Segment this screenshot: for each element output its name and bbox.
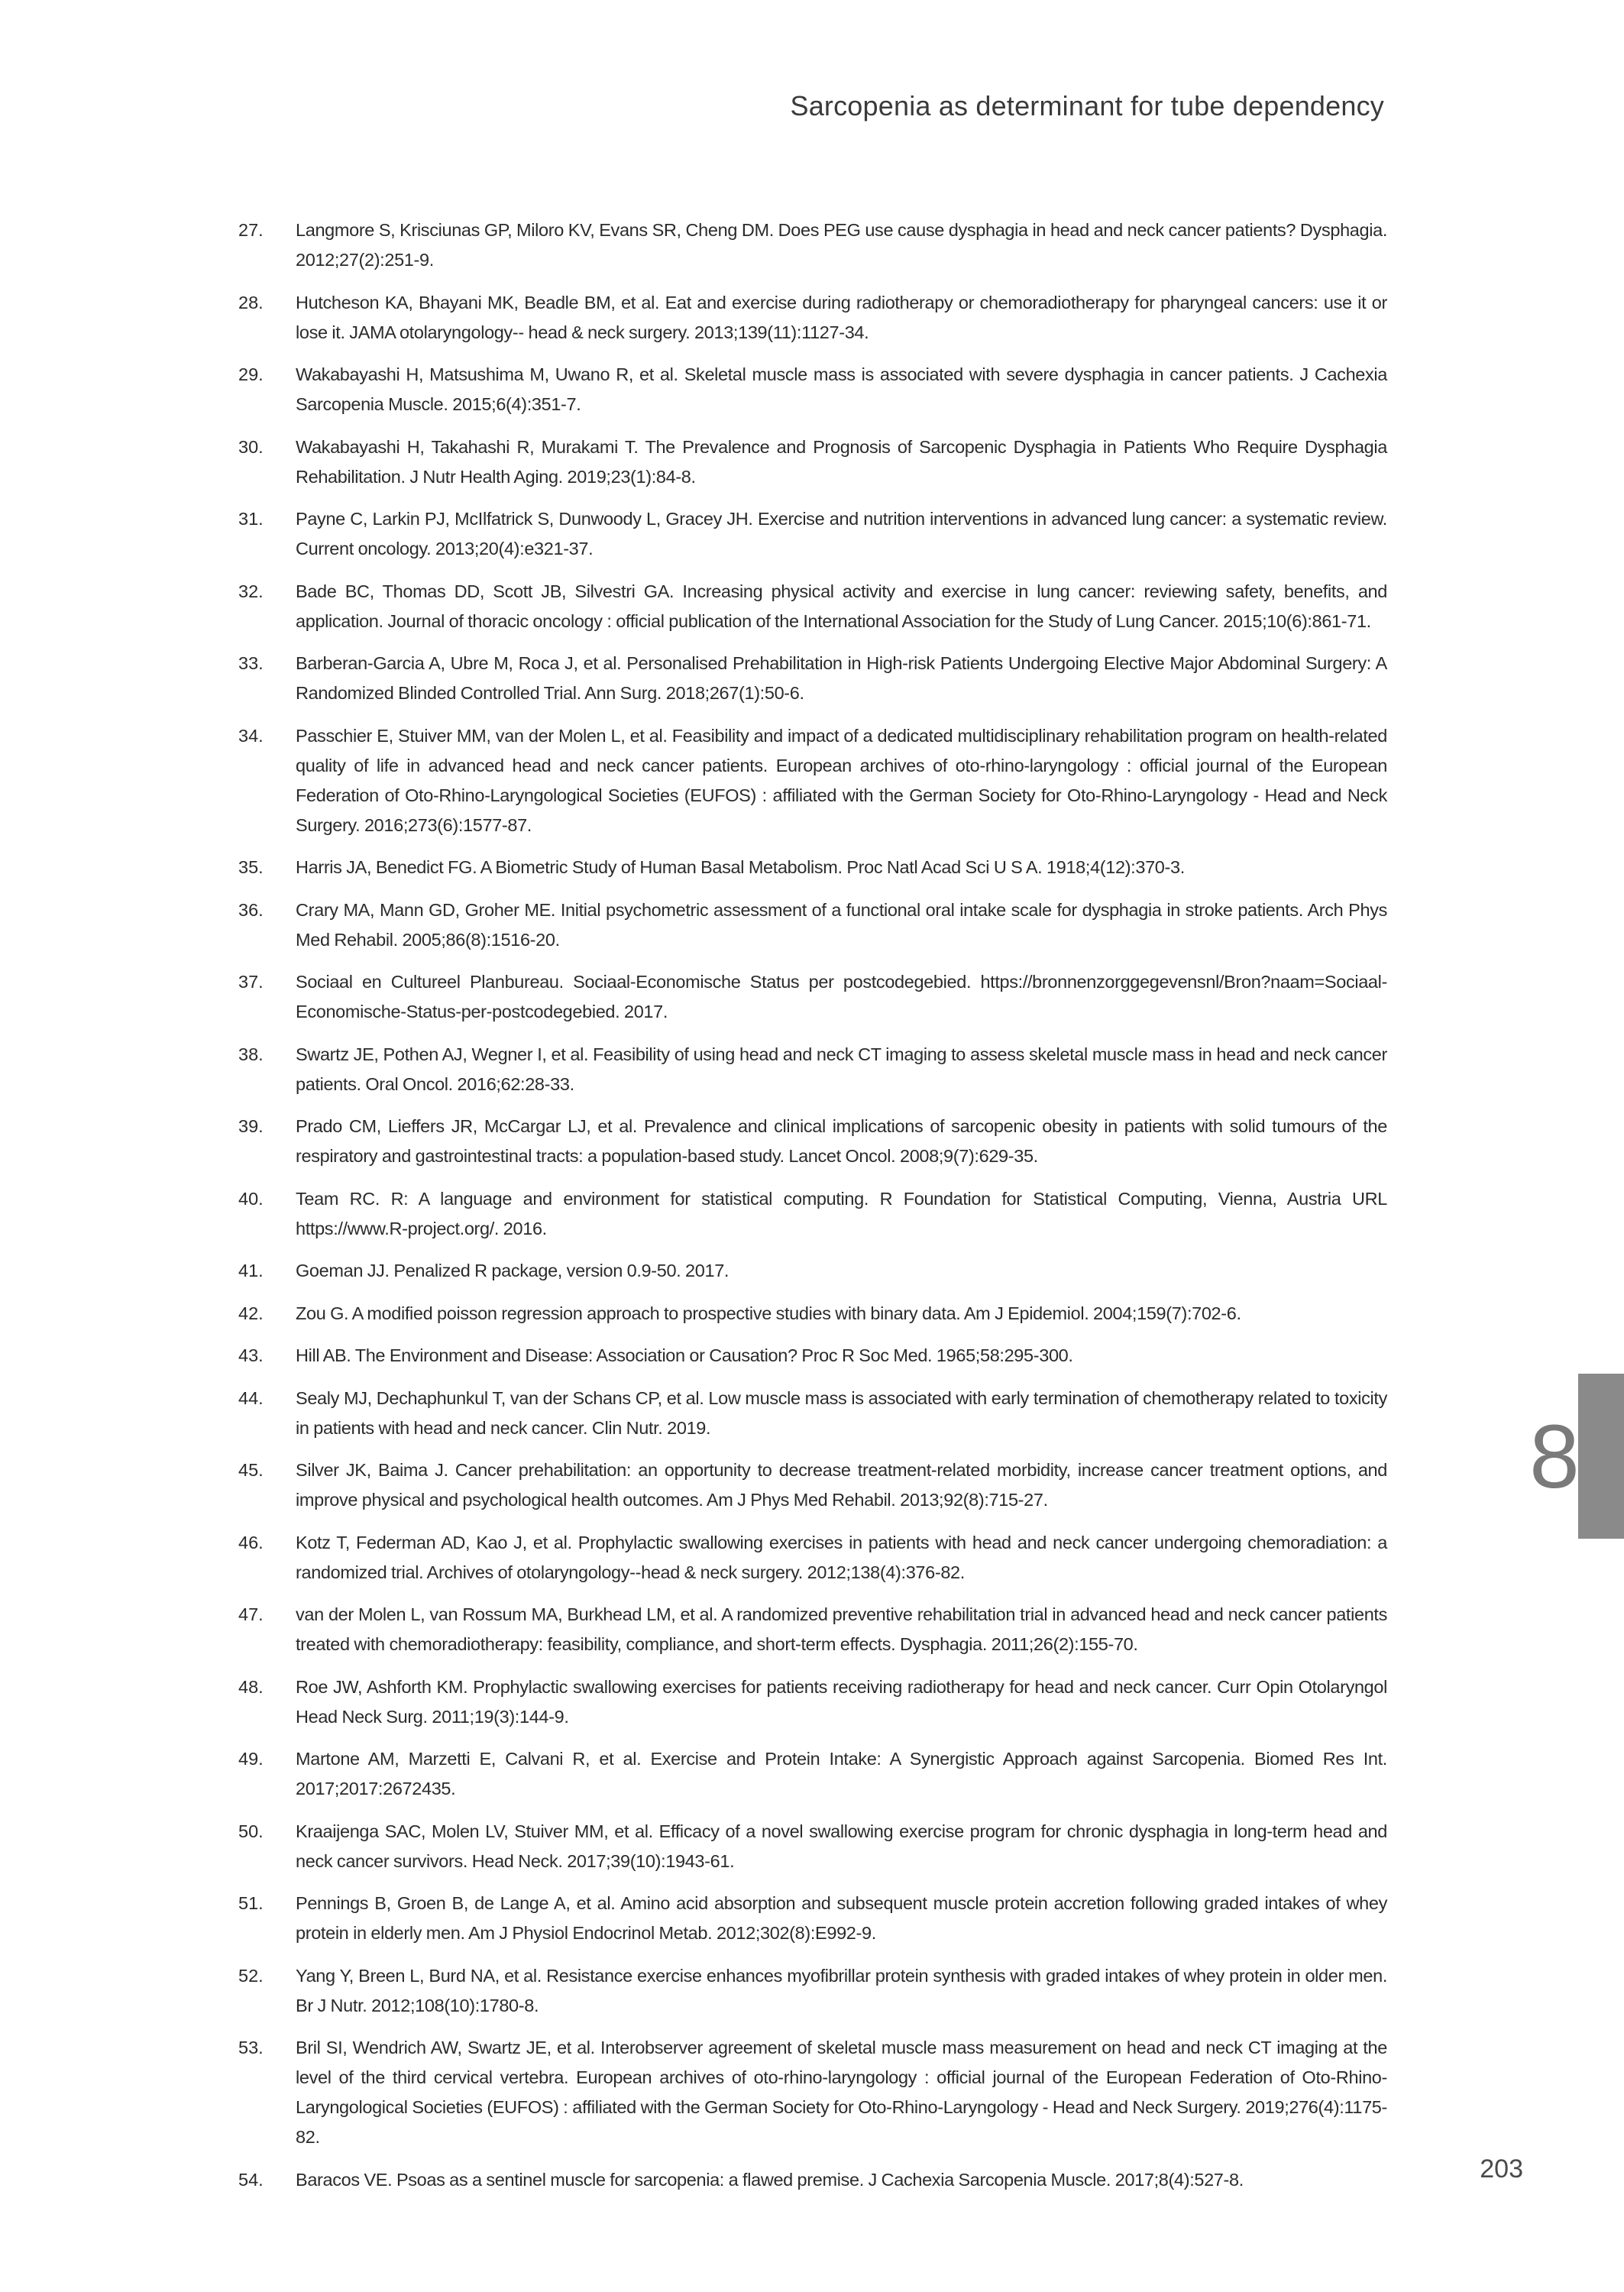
reference-number: 51. xyxy=(238,1893,264,1913)
reference-text: Harris JA, Benedict FG. A Biometric Study of Human Basal Metabolism. Proc Natl Acad Sci U S A. 1918;4(12):370-3. xyxy=(296,857,1185,877)
reference-number: 32. xyxy=(238,581,264,601)
reference-item xyxy=(238,1672,1387,1732)
reference-text: Hutcheson KA, Bhayani MK, Beadle BM, et al. Eat and exercise during radiotherapy or chemoradiotherapy for pharyngeal cancers: use it or lose it. JAMA otolaryngology-- head & neck surgery. 2013;139(11):1127-34. xyxy=(296,292,1387,342)
reference-text: Team RC. R: A language and environment for statistical computing. R Foundation for Statistical Computing, Vienna, Austria URL https://www.R-project.org/. 2016. xyxy=(296,1188,1387,1238)
reference-number: 38. xyxy=(238,1044,264,1064)
reference-text: Pennings B, Groen B, de Lange A, et al. Amino acid absorption and subsequent muscle protein accretion following graded intakes of whey protein in elderly men. Am J Physiol Endocrinol Metab. 2012;302(8):E992-9. xyxy=(296,1893,1387,1943)
reference-number: 49. xyxy=(238,1749,264,1769)
reference-item xyxy=(238,1040,1387,1099)
reference-item xyxy=(238,1817,1387,1876)
reference-number: 36. xyxy=(238,899,264,920)
reference-item xyxy=(238,1744,1387,1804)
reference-text: van der Molen L, van Rossum MA, Burkhead LM, et al. A randomized preventive rehabilitation trial in advanced head and neck cancer patients treated with chemoradiotherapy: feasibility, compliance, and short-term effects. Dysphagia. 2011;26(2):155-70. xyxy=(296,1604,1387,1654)
reference-number: 54. xyxy=(238,2169,264,2190)
reference-number: 46. xyxy=(238,1532,264,1552)
reference-text: Baracos VE. Psoas as a sentinel muscle for sarcopenia: a flawed premise. J Cachexia Sarcopenia Muscle. 2017;8(4):527-8. xyxy=(296,2169,1244,2190)
reference-number: 44. xyxy=(238,1387,264,1408)
reference-item xyxy=(238,1455,1387,1515)
reference-item xyxy=(238,649,1387,708)
chapter-number: 8 xyxy=(1529,1407,1580,1507)
reference-text: Swartz JE, Pothen AJ, Wegner I, et al. Feasibility of using head and neck CT imaging to assess skeletal muscle mass in head and neck cancer patients. Oral Oncol. 2016;62:28-33. xyxy=(296,1044,1387,1094)
reference-text: Passchier E, Stuiver MM, van der Molen L, et al. Feasibility and impact of a dedicated multidisciplinary rehabilitation program on health-related quality of life in advanced head and neck cancer patients. European archives of oto-rhino-laryngology : official journal of the European Federation of Oto-Rhino-Laryngological Societies (EUFOS) : affiliated with the German Society for Oto-Rhino-Laryngology - Head and Neck Surgery. 2016;273(6):1577-87. xyxy=(296,725,1387,835)
page-number: 203 xyxy=(1480,2154,1523,2184)
reference-item xyxy=(238,853,1387,882)
reference-number: 35. xyxy=(238,857,264,877)
reference-number: 29. xyxy=(238,364,264,384)
reference-number: 37. xyxy=(238,972,264,992)
reference-item xyxy=(238,504,1387,564)
reference-number: 53. xyxy=(238,2038,264,2057)
reference-number: 47. xyxy=(238,1604,264,1624)
reference-text: Crary MA, Mann GD, Groher ME. Initial psychometric assessment of a functional oral intake scale for dysphagia in stroke patients. Arch Phys Med Rehabil. 2005;86(8):1516-20. xyxy=(296,899,1387,950)
reference-item xyxy=(238,2165,1387,2195)
reference-text: Langmore S, Krisciunas GP, Miloro KV, Evans SR, Cheng DM. Does PEG use cause dysphagia in head and neck cancer patients? Dysphagia. 2012;27(2):251-9. xyxy=(296,220,1387,270)
reference-item xyxy=(238,1889,1387,1948)
reference-item xyxy=(238,1112,1387,1171)
reference-number: 52. xyxy=(238,1965,264,1986)
reference-item xyxy=(238,288,1387,348)
reference-text: Yang Y, Breen L, Burd NA, et al. Resistance exercise enhances myofibrillar protein synthesis with graded intakes of whey protein in older men. Br J Nutr. 2012;108(10):1780-8. xyxy=(296,1965,1387,2015)
reference-text: Bade BC, Thomas DD, Scott JB, Silvestri GA. Increasing physical activity and exercise in lung cancer: reviewing safety, benefits, and application. Journal of thoracic oncology : official publication of the International Association for the Study of Lung Cancer. 2015;10(6):861-71. xyxy=(296,581,1387,631)
reference-item xyxy=(238,1341,1387,1371)
reference-number: 42. xyxy=(238,1303,264,1323)
reference-number: 41. xyxy=(238,1261,264,1280)
reference-item xyxy=(238,577,1387,636)
reference-number: 34. xyxy=(238,725,264,746)
reference-item xyxy=(238,2033,1387,2152)
reference-number: 45. xyxy=(238,1460,264,1480)
reference-item xyxy=(238,967,1387,1027)
reference-item xyxy=(238,1384,1387,1443)
reference-item xyxy=(238,360,1387,419)
reference-item xyxy=(238,895,1387,955)
reference-number: 28. xyxy=(238,292,264,312)
reference-text: Wakabayashi H, Matsushima M, Uwano R, et al. Skeletal muscle mass is associated with severe dysphagia in cancer patients. J Cachexia Sarcopenia Muscle. 2015;6(4):351-7. xyxy=(296,364,1387,414)
reference-number: 31. xyxy=(238,509,264,529)
reference-item xyxy=(238,215,1387,275)
reference-item xyxy=(238,1600,1387,1659)
reference-text: Martone AM, Marzetti E, Calvani R, et al. Exercise and Protein Intake: A Synergistic Approach against Sarcopenia. Biomed Res Int. 2017;2017:2672435. xyxy=(296,1749,1387,1798)
reference-text: Sociaal en Cultureel Planbureau. Sociaal-Economische Status per postcodegebied. https://bronnenzorggegevensnl/Bron?naam=Sociaal-Economische-Status-per-postcodegebied. 2017. xyxy=(296,972,1387,1021)
reference-text: Kotz T, Federman AD, Kao J, et al. Prophylactic swallowing exercises in patients with head and neck cancer undergoing chemoradiation: a randomized trial. Archives of otolaryngology--head & neck surgery. 2012;138(4):376-82. xyxy=(296,1532,1387,1582)
reference-number: 48. xyxy=(238,1676,264,1697)
reference-item xyxy=(238,1961,1387,2021)
reference-text: Bril SI, Wendrich AW, Swartz JE, et al. Interobserver agreement of skeletal muscle mass measurement on head and neck CT imaging at the level of the third cervical vertebra. European archives of oto-rhino-laryngology : official journal of the European Federation of Oto-Rhino-Laryngological Societies (EUFOS) : affiliated with the German Society for Oto-Rhino-Laryngology - Head and Neck Surgery. 2019;276(4):1175-82. xyxy=(296,2038,1387,2147)
reference-item xyxy=(238,1256,1387,1286)
reference-item xyxy=(238,432,1387,492)
reference-item xyxy=(238,1528,1387,1588)
reference-number: 27. xyxy=(238,220,264,240)
reference-text: Barberan-Garcia A, Ubre M, Roca J, et al. Personalised Prehabilitation in High-risk Patients Undergoing Elective Major Abdominal Surgery: A Randomized Blinded Controlled Trial. Ann Surg. 2018;267(1):50-6. xyxy=(296,653,1387,703)
reference-number: 50. xyxy=(238,1821,264,1841)
reference-item xyxy=(238,1184,1387,1244)
running-header: Sarcopenia as determinant for tube dependency xyxy=(790,90,1384,121)
reference-text: Wakabayashi H, Takahashi R, Murakami T. The Prevalence and Prognosis of Sarcopenic Dysphagia in Patients Who Require Dysphagia Rehabilitation. J Nutr Health Aging. 2019;23(1):84-8. xyxy=(296,436,1387,487)
reference-text: Hill AB. The Environment and Disease: Association or Causation? Proc R Soc Med. 1965;58:295-300. xyxy=(296,1345,1073,1365)
reference-text: Payne C, Larkin PJ, McIlfatrick S, Dunwoody L, Gracey JH. Exercise and nutrition interventions in advanced lung cancer: a systematic review. Current oncology. 2013;20(4):e321-37. xyxy=(296,509,1387,558)
reference-text: Silver JK, Baima J. Cancer prehabilitation: an opportunity to decrease treatment-related morbidity, increase cancer treatment options, and improve physical and psychological health outcomes. Am J Phys Med Rehabil. 2013;92(8):715-27. xyxy=(296,1460,1387,1510)
reference-number: 33. xyxy=(238,653,264,673)
reference-item xyxy=(238,1299,1387,1329)
reference-text: Zou G. A modified poisson regression approach to prospective studies with binary data. Am J Epidemiol. 2004;159(7):702-6. xyxy=(296,1303,1241,1323)
reference-number: 40. xyxy=(238,1188,264,1209)
reference-text: Prado CM, Lieffers JR, McCargar LJ, et al. Prevalence and clinical implications of sarcopenic obesity in patients with solid tumours of the respiratory and gastrointestinal tracts: a population-based study. Lancet Oncol. 2008;9(7):629-35. xyxy=(296,1116,1387,1166)
reference-item xyxy=(238,721,1387,840)
reference-number: 39. xyxy=(238,1116,264,1136)
reference-number: 30. xyxy=(238,436,264,457)
reference-text: Sealy MJ, Dechaphunkul T, van der Schans CP, et al. Low muscle mass is associated with early termination of chemotherapy related to toxicity in patients with head and neck cancer. Clin Nutr. 2019. xyxy=(296,1387,1387,1438)
reference-number: 43. xyxy=(238,1345,264,1365)
reference-text: Kraaijenga SAC, Molen LV, Stuiver MM, et al. Efficacy of a novel swallowing exercise program for chronic dysphagia in long-term head and neck cancer survivors. Head Neck. 2017;39(10):1943-61. xyxy=(296,1821,1387,1871)
reference-text: Goeman JJ. Penalized R package, version 0.9-50. 2017. xyxy=(296,1261,730,1280)
reference-text: Roe JW, Ashforth KM. Prophylactic swallowing exercises for patients receiving radiotherapy for head and neck cancer. Curr Opin Otolaryngol Head Neck Surg. 2011;19(3):144-9. xyxy=(296,1676,1387,1727)
reference-list xyxy=(238,215,1387,2207)
